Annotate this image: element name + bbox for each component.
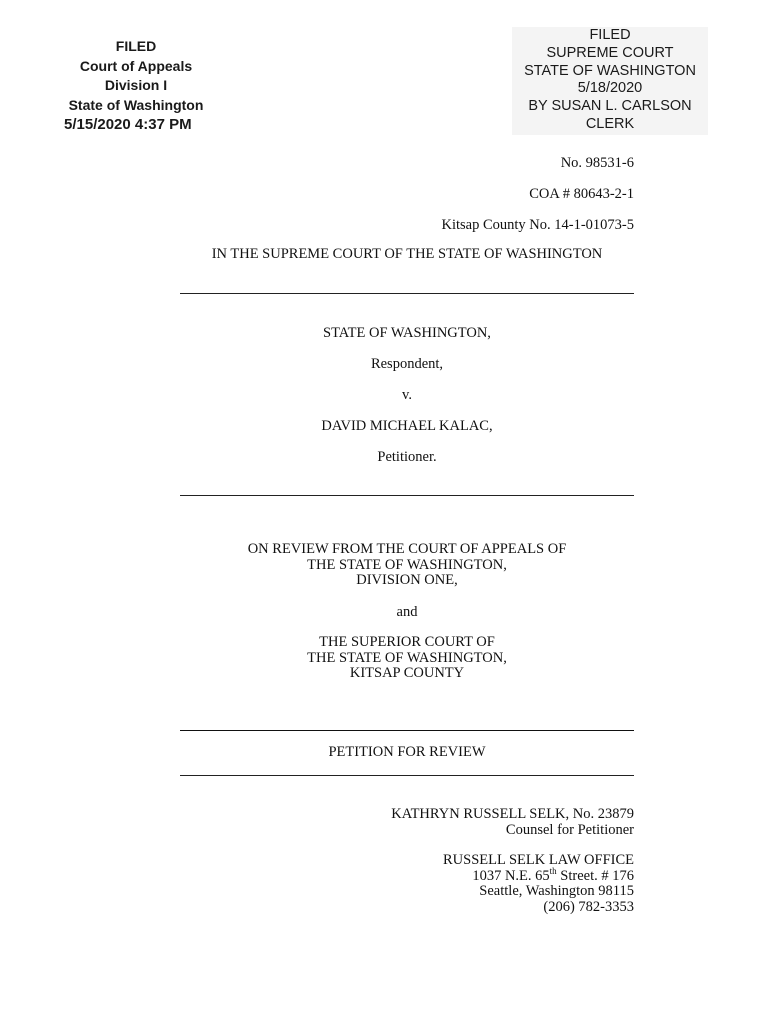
versus: v. (402, 387, 412, 403)
counsel-block (391, 807, 634, 838)
court-title: IN THE SUPREME COURT OF THE STATE OF WASHINGTON (211, 246, 603, 262)
office-city: Seattle, Washington 98115 (479, 883, 634, 899)
review-line: DIVISION ONE, (356, 572, 458, 588)
party-petitioner-role: Petitioner. (377, 449, 437, 465)
review-line: THE STATE OF WASHINGTON, (307, 649, 507, 666)
divider (180, 775, 634, 776)
stamp-clerk-name: BY SUSAN L. CARLSON (528, 98, 692, 115)
stamp-court: Court of Appeals (79, 57, 193, 74)
stamp-division: Division I (104, 77, 168, 93)
coa-filing-stamp (66, 37, 206, 135)
stamp-state: State of Washington (68, 96, 204, 113)
stamp-date: 5/18/2020 (577, 80, 643, 97)
coa-case-number: COA # 80643-2-1 (529, 186, 634, 202)
supreme-case-number: No. 98531-6 (560, 155, 634, 171)
stamp-clerk-title: CLERK (585, 115, 635, 132)
counsel-name: KATHRYN RUSSELL SELK, No. 23879 (391, 806, 634, 822)
office-name: RUSSELL SELK LAW OFFICE (443, 852, 634, 868)
stamp-state: STATE OF WASHINGTON (524, 62, 696, 79)
review-conjunction: and (396, 604, 418, 620)
review-line: THE STATE OF WASHINGTON, (307, 556, 507, 573)
office-phone: (206) 782-3353 (543, 898, 634, 915)
review-line: KITSAP COUNTY (349, 665, 465, 681)
address-ordinal: th (549, 865, 557, 876)
counsel-role: Counsel for Petitioner (505, 821, 634, 838)
document-title: PETITION FOR REVIEW (328, 744, 486, 760)
review-line: ON REVIEW FROM THE COURT OF APPEALS OF (247, 541, 567, 557)
party-petitioner-name: DAVID MICHAEL KALAC, (321, 418, 493, 434)
party-respondent-name: STATE OF WASHINGTON, (323, 325, 491, 341)
divider (180, 730, 634, 731)
stamp-filed: FILED (589, 27, 631, 43)
review-line: THE SUPERIOR COURT OF (319, 634, 495, 650)
office-address (443, 865, 634, 885)
stamp-court: SUPREME COURT (546, 44, 674, 61)
stamp-datetime: 5/15/2020 4:37 PM (64, 116, 192, 133)
stamp-filed: FILED (115, 38, 157, 54)
review-from-block (180, 542, 634, 589)
law-office-block (443, 853, 634, 915)
superior-court-block (180, 635, 634, 682)
supreme-court-filing-stamp (512, 27, 708, 135)
county-case-number: Kitsap County No. 14-1-01073-5 (441, 217, 634, 233)
address-number: 1037 N.E. 65 (472, 867, 550, 884)
party-respondent-role: Respondent, (370, 356, 444, 372)
divider (180, 293, 634, 294)
divider (180, 495, 634, 496)
address-street: Street. # 176 (556, 867, 634, 884)
